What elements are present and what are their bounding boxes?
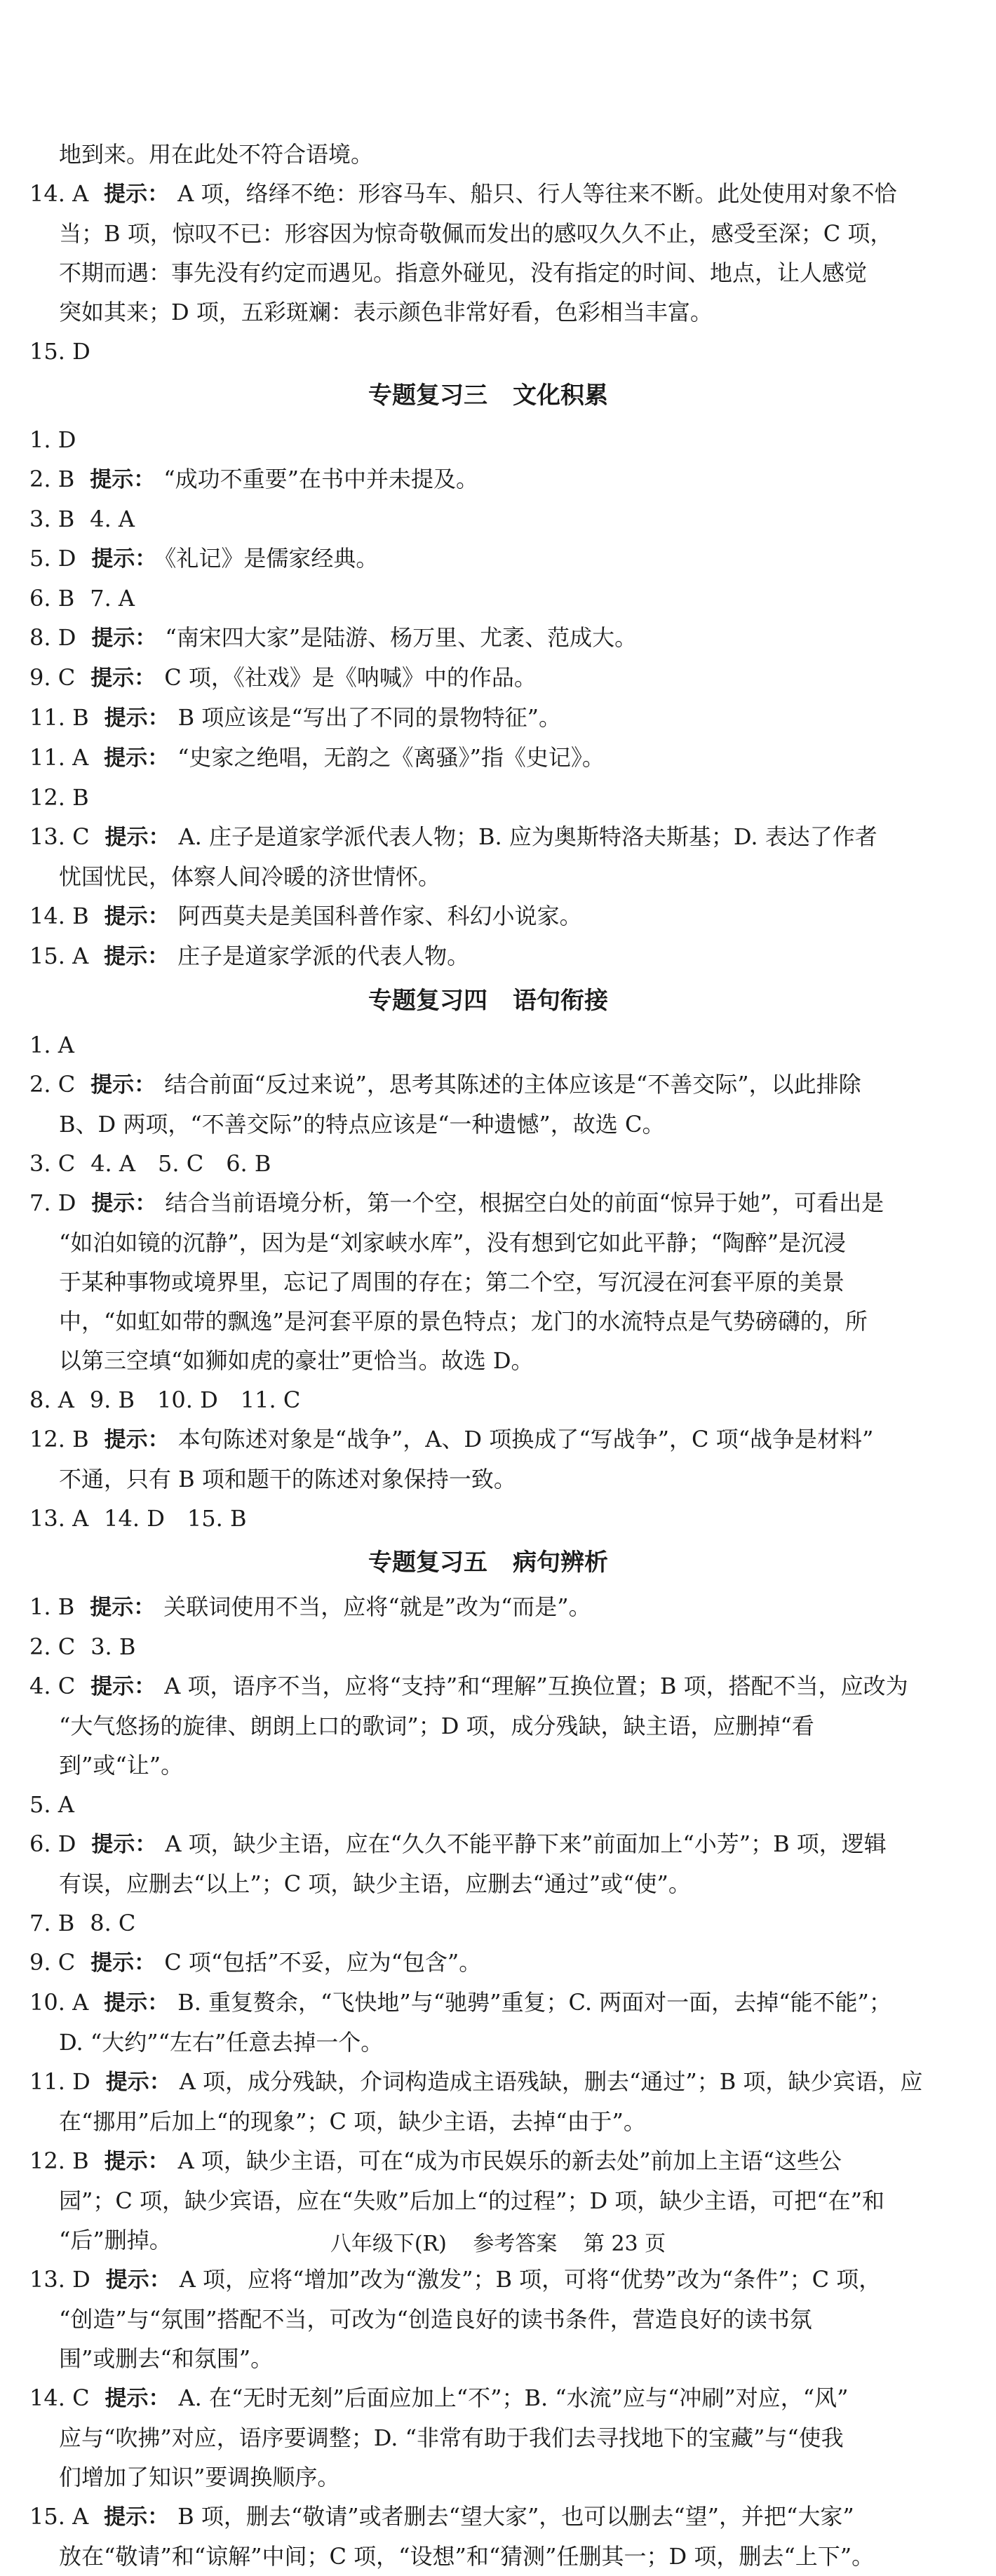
hint-label: 提示： xyxy=(104,2504,170,2530)
hint-label: 提示： xyxy=(105,2267,171,2293)
answer-entry xyxy=(29,579,947,618)
entry-text: 14. D 15. B xyxy=(104,1505,247,1532)
answer-number: 9. C xyxy=(29,664,76,691)
entry-line xyxy=(29,1420,947,1459)
section-number: 专题复习四 xyxy=(368,987,487,1015)
entry-line xyxy=(29,499,947,539)
answer-number: 8. D xyxy=(29,624,76,651)
hint-label: 提示： xyxy=(105,825,170,850)
entry-line xyxy=(29,2378,947,2418)
entry-text: 9. B 10. D 11. C xyxy=(89,1387,301,1413)
entry-line xyxy=(29,579,947,618)
entry-text: C 项，《社戏》是《呐喊》中的作品。 xyxy=(164,664,537,691)
entry-text: B、D 两项，“不善交际”的特点应该是“一种遗憾”，故选 C。 xyxy=(59,1111,665,1138)
entry-text: 4. A 5. C 6. B xyxy=(90,1150,271,1177)
entry-text: 到”或“让”。 xyxy=(59,1752,184,1779)
entry-text: 当；B 项，惊叹不已：形容因为惊奇敬佩而发出的感叹久久不止，感受至深；C 项， xyxy=(59,220,893,247)
entry-text: 突如其来；D 项，五彩斑斓：表示颜色非常好看，色彩相当丰富。 xyxy=(59,299,713,325)
answer-entry xyxy=(29,1824,947,1903)
answer-number: 2. C xyxy=(29,1633,76,1660)
entry-line xyxy=(29,1065,947,1105)
entry-text: B. 重复赘余，“飞快地”与“驰骋”重复；C. 两面对一面，去掉“能不能”； xyxy=(177,1989,891,2016)
answer-entry xyxy=(29,1587,947,1627)
entry-text: 放在“敬请”和“谅解”中间；C 项，“设想”和“猜测”任删其一；D 项，删去“上下”。 xyxy=(59,2543,875,2570)
hint-label: 提示： xyxy=(90,467,156,492)
entry-line xyxy=(29,1144,947,1183)
entry-text: C 项“包括”不妥，应为“包含”。 xyxy=(164,1949,482,1976)
answer-entry xyxy=(29,1983,947,2062)
answer-entry xyxy=(29,332,947,371)
answer-entry xyxy=(29,618,947,658)
answer-number: 3. C xyxy=(29,1150,76,1177)
entry-line xyxy=(29,1262,947,1302)
entry-line xyxy=(29,1706,947,1746)
entry-line xyxy=(29,420,947,459)
entry-text: 关联词使用不当，应将“就是”改为“而是”。 xyxy=(163,1593,591,1620)
entry-text: A 项，成分残缺，介词构造成主语残缺，删去“通过”；B 项，缺少宾语，应 xyxy=(179,2068,923,2095)
answer-entry xyxy=(29,2062,947,2141)
footer-page-number: 第 23 页 xyxy=(583,2232,666,2256)
hint-label: 提示： xyxy=(104,182,170,207)
entry-text: A 项，络绎不绝：形容马车、船只、行人等往来不断。此处使用对象不恰 xyxy=(177,180,897,207)
hint-label: 提示： xyxy=(90,1950,156,1976)
answer-entry xyxy=(29,135,947,174)
answer-entry xyxy=(29,1183,947,1380)
entry-text: 有误，应删去“以上”；C 项，缺少主语，应删去“通过”或“使”。 xyxy=(59,1870,691,1897)
hint-label: 提示： xyxy=(91,546,157,572)
entry-text: A 项，缺少主语，应在“久久不能平静下来”前面加上“小芳”；B 项，逻辑 xyxy=(165,1830,887,1857)
hint-label: 提示： xyxy=(90,1595,156,1620)
entry-line xyxy=(29,2339,947,2378)
answer-number: 9. C xyxy=(29,1949,76,1976)
answer-number: 11. D xyxy=(29,2068,90,2095)
entry-text: “如泊如镜的沉静”，因为是“刘家峡水库”，没有想到它如此平静；“陶醉”是沉浸 xyxy=(59,1229,847,1256)
answer-number: 7. B xyxy=(29,1910,75,1936)
entry-text: 不通，只有 B 项和题干的陈述对象保持一致。 xyxy=(59,1466,516,1492)
entry-text: “史家之绝唱，无韵之《离骚》”指《史记》。 xyxy=(177,744,605,771)
entry-line xyxy=(29,2181,947,2220)
entry-line xyxy=(29,174,947,214)
entry-line xyxy=(29,1983,947,2023)
entry-text: “后”删掉。 xyxy=(59,2227,172,2253)
entry-text: 于某种事物或境界里，忘记了周围的存在；第二个空，写沉浸在河套平原的美景 xyxy=(59,1269,845,1295)
entry-text: “成功不重要”在书中并未提及。 xyxy=(163,466,478,492)
entry-text: 应与“吹拂”对应，语序要调整；D. “非常有助于我们去寻找地下的宝藏”与“使我 xyxy=(59,2425,844,2451)
hint-label: 提示： xyxy=(104,706,170,731)
answer-number: 6. B xyxy=(29,585,75,612)
entry-text: 中，“如虹如带的飘逸”是河套平原的景色特点；龙门的水流特点是气势磅礴的，所 xyxy=(59,1308,868,1335)
hint-label: 提示： xyxy=(90,1674,156,1699)
footer-label: 参考答案 xyxy=(473,2232,558,2256)
entry-line xyxy=(29,2260,947,2300)
section-title xyxy=(29,1538,947,1587)
answer-number: 5. D xyxy=(29,545,76,572)
entry-line xyxy=(29,2023,947,2062)
entry-line xyxy=(29,2300,947,2339)
section-topic: 文化积累 xyxy=(513,382,608,410)
entry-line xyxy=(29,1746,947,1785)
entry-text: 以第三空填“如狮如虎的豪壮”更恰当。故选 D。 xyxy=(59,1347,534,1374)
answer-number: 6. D xyxy=(29,1830,76,1857)
entry-line xyxy=(29,658,947,698)
entry-line xyxy=(29,539,947,579)
section-number: 专题复习三 xyxy=(368,382,487,410)
answer-entry xyxy=(29,499,947,539)
answer-number: 15. D xyxy=(29,338,90,365)
entry-text: D. “大约”“左右”任意去掉一个。 xyxy=(59,2029,384,2056)
entry-line xyxy=(29,1824,947,1864)
entry-text: 在“挪用”后加上“的现象”；C 项，缺少主语，去掉“由于”。 xyxy=(59,2108,646,2135)
answer-entry xyxy=(29,2260,947,2378)
entry-line xyxy=(29,1459,947,1499)
entry-text: 们增加了知识”要调换顺序。 xyxy=(59,2464,340,2490)
entry-line xyxy=(29,2497,947,2537)
answer-entry xyxy=(29,1499,947,1538)
entry-line xyxy=(29,1666,947,1706)
entry-line xyxy=(29,459,947,499)
page-footer xyxy=(0,2225,996,2264)
answer-entry xyxy=(29,2378,947,2497)
hint-label: 提示： xyxy=(104,1990,170,2016)
entry-line xyxy=(29,2102,947,2141)
hint-label: 提示： xyxy=(104,746,170,771)
answer-entry xyxy=(29,1380,947,1420)
answer-number: 13. D xyxy=(29,2266,90,2293)
answer-number: 13. C xyxy=(29,823,90,850)
entry-text: “南宋四大家”是陆游、杨万里、尤袤、范成大。 xyxy=(165,624,638,651)
answer-number: 14. C xyxy=(29,2385,90,2411)
answer-entry xyxy=(29,698,947,738)
answer-number: 13. A xyxy=(29,1505,89,1532)
answer-number: 15. A xyxy=(29,2503,89,2530)
section-topic: 语句衔接 xyxy=(513,987,608,1015)
entry-text: 《礼记》是儒家经典。 xyxy=(165,545,379,572)
answer-entry xyxy=(29,420,947,459)
footer-grade: 八年级下(R) xyxy=(330,2232,447,2256)
answer-number: 12. B xyxy=(29,1426,89,1452)
answer-number: 12. B xyxy=(29,2147,89,2174)
entry-text: 结合当前语境分析，第一个空，根据空白处的前面“惊异于她”，可看出是 xyxy=(165,1189,884,1216)
entry-line xyxy=(29,896,947,936)
answer-entry xyxy=(29,896,947,936)
entry-line xyxy=(29,1499,947,1538)
hint-label: 提示： xyxy=(91,1191,157,1216)
entry-text: 4. A xyxy=(90,506,135,532)
entry-text: 围”或删去“和氛围”。 xyxy=(59,2345,274,2372)
answer-entry xyxy=(29,817,947,896)
answer-entry xyxy=(29,539,947,579)
answer-number: 1. B xyxy=(29,1593,75,1620)
entry-text: “大气悠扬的旋律、朗朗上口的歌词”；D 项，成分残缺，缺主语，应删掉“看 xyxy=(59,1713,814,1739)
entry-text: 园”；C 项，缺少宾语，应在“失败”后加上“的过程”；D 项，缺少主语，可把“在”和 xyxy=(59,2187,885,2214)
entry-line xyxy=(29,2418,947,2457)
entry-text: B 项，删去“敬请”或者删去“望大家”，也可以删去“望”，并把“大家” xyxy=(177,2503,854,2530)
section-title xyxy=(29,976,947,1025)
entry-line xyxy=(29,135,947,174)
answer-entry xyxy=(29,658,947,698)
hint-label: 提示： xyxy=(90,666,156,691)
answer-entry xyxy=(29,1025,947,1065)
entry-line xyxy=(29,618,947,658)
entry-text: A 项，应将“增加”改为“激发”；B 项，可将“优势”改为“条件”；C 项， xyxy=(179,2266,882,2293)
answer-entry xyxy=(29,1943,947,1983)
hint-label: 提示： xyxy=(104,904,170,929)
entry-line xyxy=(29,2062,947,2102)
entry-line xyxy=(29,1864,947,1903)
entry-line xyxy=(29,1025,947,1065)
hint-label: 提示： xyxy=(91,626,157,651)
entry-text: 庄子是道家学派的代表人物。 xyxy=(177,943,470,969)
answer-entry xyxy=(29,2497,947,2576)
entry-text: A. 庄子是道家学派代表人物；B. 应为奥斯特洛夫斯基；D. 表达了作者 xyxy=(178,823,877,850)
answer-entry xyxy=(29,459,947,499)
answer-number: 2. C xyxy=(29,1071,76,1098)
entry-line xyxy=(29,214,947,253)
entry-line xyxy=(29,738,947,778)
entry-text: 地到来。用在此处不符合语境。 xyxy=(59,141,374,168)
entry-text: 3. B xyxy=(90,1633,136,1660)
answer-content xyxy=(29,135,947,2576)
entry-line xyxy=(29,936,947,976)
entry-line xyxy=(29,857,947,896)
answer-entry xyxy=(29,778,947,817)
entry-text: A. 在“无时无刻”后面应加上“不”；B. “水流”应与“冲刷”对应，“风” xyxy=(178,2385,849,2411)
answer-number: 12. B xyxy=(29,784,89,811)
section-number: 专题复习五 xyxy=(368,1549,487,1577)
answer-entry xyxy=(29,1420,947,1499)
entry-text: 结合前面“反过来说”，思考其陈述的主体应该是“不善交际”，以此排除 xyxy=(164,1071,861,1098)
answer-number: 1. A xyxy=(29,1032,74,1058)
answer-entry xyxy=(29,738,947,778)
answer-number: 10. A xyxy=(29,1989,89,2016)
answer-number: 14. B xyxy=(29,903,89,929)
answer-number: 14. A xyxy=(29,180,89,207)
hint-label: 提示： xyxy=(90,1072,156,1098)
entry-line xyxy=(29,698,947,738)
answer-number: 7. D xyxy=(29,1189,76,1216)
answer-number: 11. A xyxy=(29,744,89,771)
entry-line xyxy=(29,817,947,857)
answer-number: 8. A xyxy=(29,1387,74,1413)
hint-label: 提示： xyxy=(91,1832,157,1857)
section-title xyxy=(29,371,947,420)
entry-line xyxy=(29,2457,947,2497)
entry-line xyxy=(29,778,947,817)
answer-number: 3. B xyxy=(29,506,75,532)
entry-text: 8. C xyxy=(90,1910,136,1936)
answer-entry xyxy=(29,1903,947,1943)
answer-number: 1. D xyxy=(29,426,76,453)
hint-label: 提示： xyxy=(104,2149,170,2174)
entry-text: 忧国忧民，体察人间冷暖的济世情怀。 xyxy=(59,863,441,890)
hint-label: 提示： xyxy=(105,2070,171,2095)
answer-entry xyxy=(29,1785,947,1824)
entry-line xyxy=(29,1105,947,1144)
entry-line xyxy=(29,1785,947,1824)
entry-line xyxy=(29,292,947,332)
entry-line xyxy=(29,1943,947,1983)
hint-label: 提示： xyxy=(104,1427,170,1452)
hint-label: 提示： xyxy=(105,2386,170,2411)
entry-line xyxy=(29,1302,947,1341)
entry-line xyxy=(29,2537,947,2576)
entry-text: B 项应该是“写出了不同的景物特征”。 xyxy=(177,704,561,731)
entry-line xyxy=(29,2141,947,2181)
answer-entry xyxy=(29,936,947,976)
section-topic: 病句辨析 xyxy=(513,1549,608,1577)
entry-text: 阿西莫夫是美国科普作家、科幻小说家。 xyxy=(177,903,582,929)
hint-label: 提示： xyxy=(104,944,170,969)
answer-number: 2. B xyxy=(29,466,75,492)
entry-line xyxy=(29,1627,947,1666)
answer-entry xyxy=(29,1144,947,1183)
answer-number: 15. A xyxy=(29,943,89,969)
answer-entry xyxy=(29,174,947,332)
entry-text: 7. A xyxy=(90,585,135,612)
entry-line xyxy=(29,1341,947,1380)
entry-text: “创造”与“氛围”搭配不当，可改为“创造良好的读书条件，营造良好的读书氛 xyxy=(59,2306,812,2333)
entry-line xyxy=(29,1380,947,1420)
entry-text: 不期而遇：事先没有约定而遇见。指意外碰见，没有指定的时间、地点，让人感觉 xyxy=(59,259,868,286)
answer-entry xyxy=(29,1627,947,1666)
entry-line xyxy=(29,1183,947,1223)
answer-number: 4. C xyxy=(29,1673,76,1699)
entry-text: A 项，语序不当，应将“支持”和“理解”互换位置；B 项，搭配不当，应改为 xyxy=(164,1673,908,1699)
entry-line xyxy=(29,1223,947,1262)
entry-text: 本句陈述对象是“战争”，A、D 项换成了“写战争”，C 项“战争是材料” xyxy=(177,1426,874,1452)
entry-line xyxy=(29,332,947,371)
answer-number: 5. A xyxy=(29,1791,74,1818)
entry-text: A 项，缺少主语，可在“成为市民娱乐的新去处”前加上主语“这些公 xyxy=(177,2147,842,2174)
entry-line xyxy=(29,1587,947,1627)
answer-entry xyxy=(29,1666,947,1785)
answer-number: 11. B xyxy=(29,704,89,731)
answer-entry xyxy=(29,1065,947,1144)
entry-line xyxy=(29,253,947,292)
entry-line xyxy=(29,1903,947,1943)
